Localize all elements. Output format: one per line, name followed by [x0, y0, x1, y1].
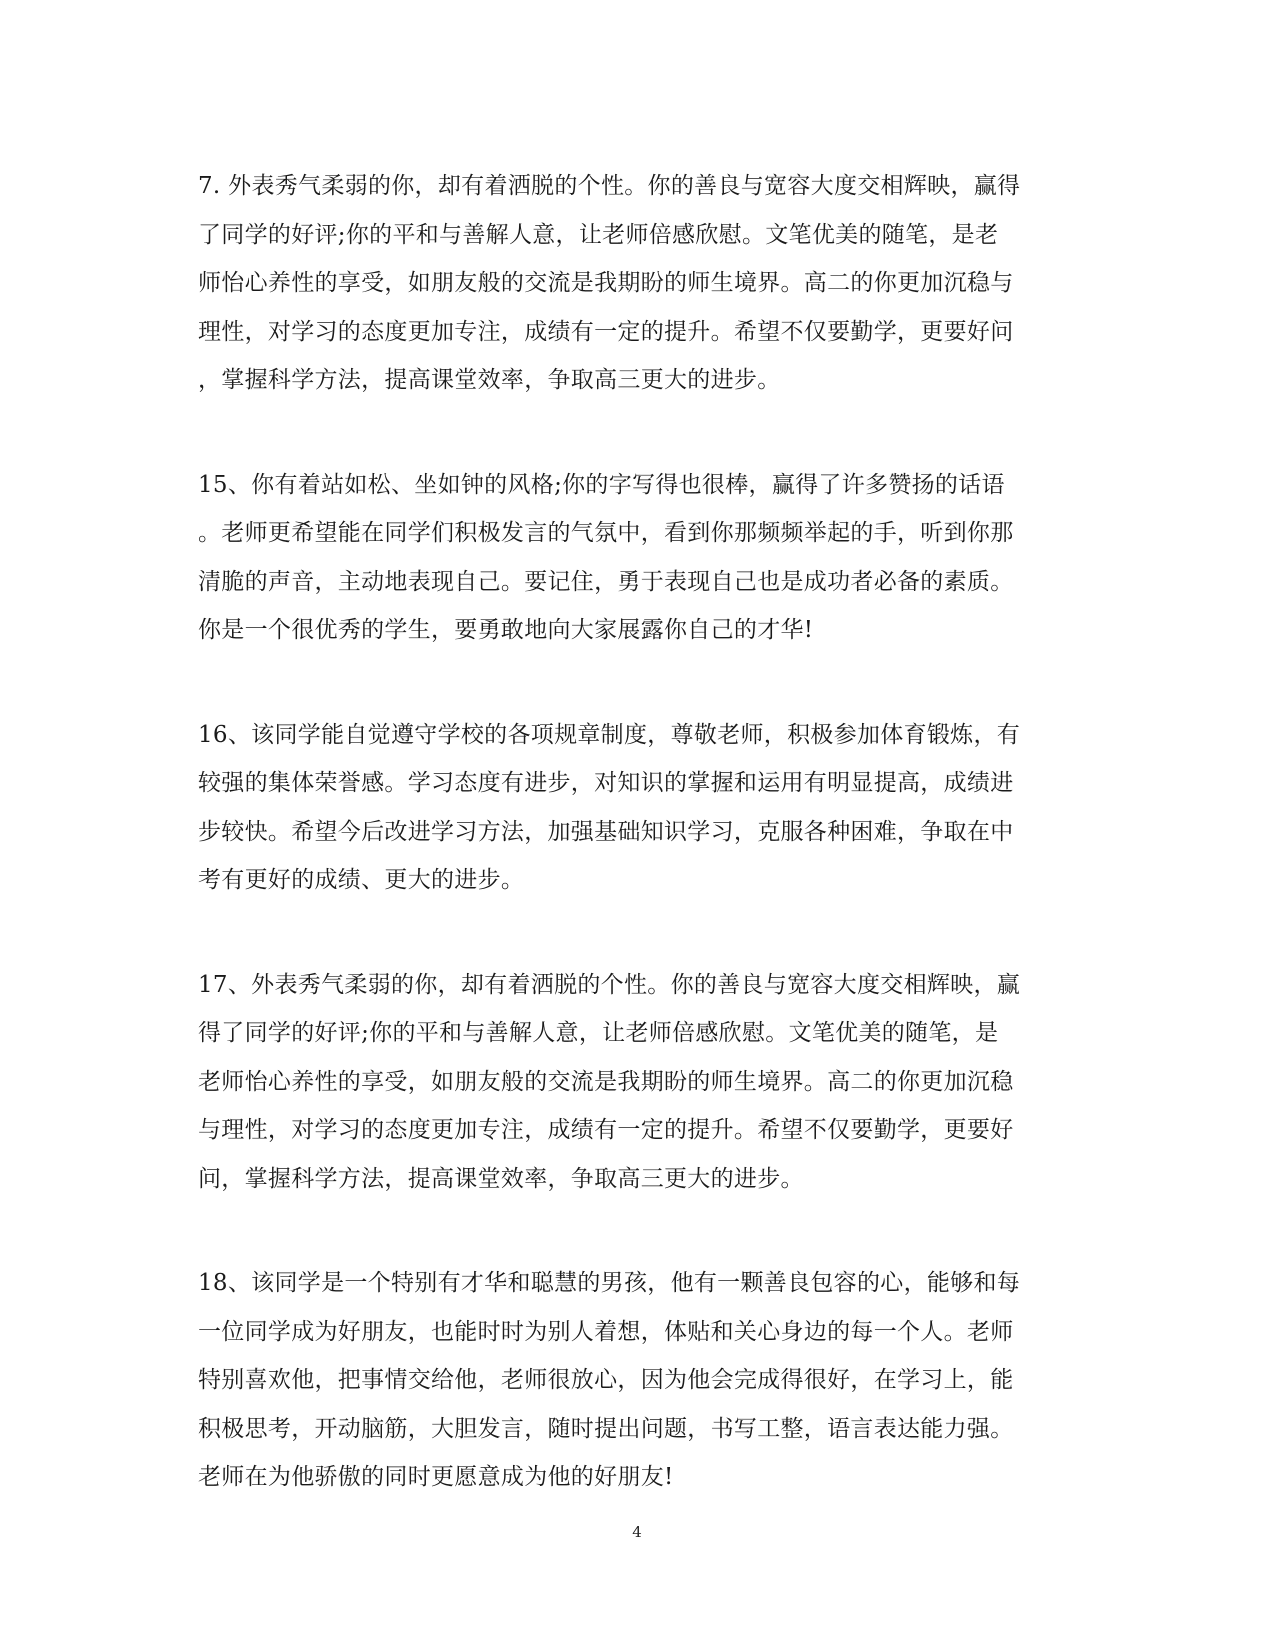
paragraph-line: 老师在为他骄傲的同时更愿意成为他的好朋友!: [198, 1464, 674, 1490]
page-number: 4: [632, 1523, 642, 1541]
paragraph-line: 。老师更希望能在同学们积极发言的气氛中，看到你那频频举起的手，听到你那: [198, 520, 1014, 546]
paragraph-line: 问，掌握科学方法，提高课堂效率，争取高三更大的进步。: [198, 1165, 804, 1192]
paragraph-line: 老师怡心养性的享受，如朋友般的交流是我期盼的师生境界。高二的你更加沉稳: [198, 1068, 1014, 1095]
paragraph-line: 清脆的声音，主动地表现自己。要记住，勇于表现自己也是成功者必备的素质。: [198, 568, 1014, 595]
comment-paragraph-15: [198, 461, 1078, 655]
paragraph-line: 一位同学成为好朋友，也能时时为别人着想，体贴和关心身边的每一个人。老师: [198, 1318, 1014, 1345]
paragraph-line: 积极思考，开动脑筋，大胆发言，随时提出问题，书写工整，语言表达能力强。: [198, 1415, 1014, 1442]
comment-paragraph-18: [198, 1259, 1078, 1502]
document-body: [198, 162, 1078, 1558]
paragraph-line: ，掌握科学方法，提高课堂效率，争取高三更大的进步。: [198, 367, 781, 393]
comment-paragraph-16: [198, 711, 1078, 905]
paragraph-line: 17、外表秀气柔弱的你，却有着洒脱的个性。你的善良与宽容大度交相辉映，赢: [198, 971, 1021, 998]
paragraph-line: 师怡心养性的享受，如朋友般的交流是我期盼的师生境界。高二的你更加沉稳与: [198, 270, 1014, 296]
paragraph-line: 16、该同学能自觉遵守学校的各项规章制度，尊敬老师，积极参加体育锻炼，有: [198, 721, 1021, 748]
paragraph-line: 步较快。希望今后改进学习方法，加强基础知识学习，克服各种困难，争取在中: [198, 818, 1014, 845]
paragraph-line: 较强的集体荣誉感。学习态度有进步，对知识的掌握和运用有明显提高，成绩进: [198, 770, 1014, 796]
paragraph-line: 特别喜欢他，把事情交给他，老师很放心，因为他会完成得很好，在学习上，能: [198, 1367, 1014, 1393]
paragraph-line: 了同学的好评;你的平和与善解人意，让老师倍感欣慰。文笔优美的随笔，是老: [198, 221, 999, 248]
paragraph-line: 你是一个很优秀的学生，要勇敢地向大家展露你自己的才华!: [198, 617, 814, 643]
paragraph-line: 18、该同学是一个特别有才华和聪慧的男孩，他有一颗善良包容的心，能够和每: [198, 1270, 1021, 1296]
paragraph-line: 理性，对学习的态度更加专注，成绩有一定的提升。希望不仅要勤学，更要好问: [198, 318, 1014, 345]
comment-paragraph-17: [198, 961, 1078, 1204]
paragraph-line: 考有更好的成绩、更大的进步。: [198, 867, 525, 893]
paragraph-line: 7. 外表秀气柔弱的你，却有着洒脱的个性。你的善良与宽容大度交相辉映，赢得: [198, 173, 1021, 199]
paragraph-line: 15、你有着站如松、坐如钟的风格;你的字写得也很棒，赢得了许多赞扬的话语: [198, 471, 1005, 498]
paragraph-line: 与理性，对学习的态度更加专注，成绩有一定的提升。希望不仅要勤学，更要好: [198, 1117, 1014, 1143]
paragraph-line: 得了同学的好评;你的平和与善解人意，让老师倍感欣慰。文笔优美的随笔，是: [198, 1020, 999, 1046]
comment-paragraph-7: [198, 162, 1078, 405]
